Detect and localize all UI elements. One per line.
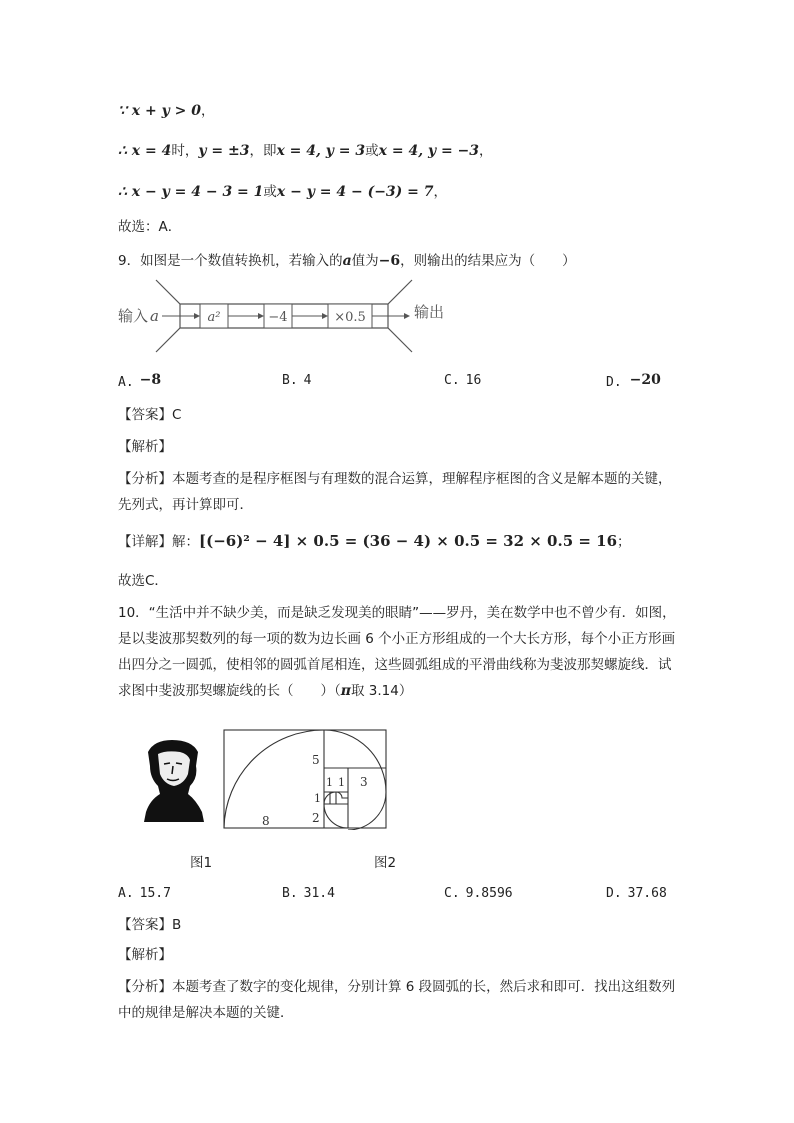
- q9-stem-text: 值为: [351, 253, 379, 269]
- label-1b: 1: [338, 776, 345, 789]
- box-times-half: ×0.5: [334, 310, 366, 325]
- q10-stem: [118, 600, 680, 704]
- q9-answer: 【答案】C: [118, 407, 182, 423]
- math-case-2: x = 4, y = −3: [378, 143, 480, 159]
- q10-stem-end: 取 3.14）: [351, 683, 413, 699]
- q9-var: a: [342, 253, 352, 269]
- punctuation: ，: [433, 184, 448, 200]
- q9-option-c: C. 16: [444, 373, 482, 388]
- q10-option-d: D. 37.68: [606, 886, 667, 901]
- q9-option-a: A. −8: [118, 372, 162, 390]
- choice-line: 故选：A．: [118, 219, 182, 235]
- fig1-caption: 图1: [190, 855, 213, 871]
- q9-analysis-title: 【解析】: [118, 439, 172, 455]
- q10-analysis-title: 【解析】: [118, 947, 172, 963]
- fibonacci-portrait-figure: [140, 738, 206, 824]
- q9-option-b: B. 4: [282, 373, 312, 388]
- input-var: a: [150, 307, 159, 325]
- q9-stem-text: ，则输出的结果应为（ ）: [400, 253, 576, 269]
- q9-stem: [118, 250, 576, 272]
- text-namely: ，即: [249, 143, 277, 159]
- label-5: 5: [312, 753, 320, 767]
- q9-detail: [118, 530, 631, 553]
- math-case-1: x = 4, y = 3: [276, 143, 366, 159]
- math-result-1: ∴ x − y = 4 − 3 = 1: [118, 184, 264, 200]
- label-1a: 1: [326, 776, 333, 789]
- q9-analysis: 【分析】本题考查的是程序框图与有理数的混合运算，理解程序框图的含义是解本题的关键，先列式，再计算即可．: [118, 471, 672, 513]
- solution-line-1: [118, 100, 214, 122]
- q10-option-c: C. 9.8596: [444, 886, 513, 901]
- label-1c: 1: [314, 792, 321, 805]
- q9-detail-label: 【详解】解：: [118, 534, 199, 550]
- q10-answer: 【答案】B: [118, 917, 182, 933]
- math-x-equals-4: ∴ x = 4: [118, 143, 172, 159]
- label-2: 2: [312, 811, 320, 825]
- q10-option-a: A. 15.7: [118, 886, 171, 901]
- text-when: 时，: [171, 143, 199, 159]
- punctuation: ；: [617, 534, 631, 550]
- q10-option-b: B. 31.4: [282, 886, 335, 901]
- input-label: 输入: [118, 307, 149, 325]
- q9-stem-text: 9．如图是一个数值转换机，若输入的: [118, 253, 343, 269]
- q9-value: −6: [378, 253, 401, 269]
- number-converter-diagram: [118, 276, 448, 356]
- q9-choice: 故选C．: [118, 573, 168, 589]
- q10-analysis: 【分析】本题考查了数字的变化规律，分别计算 6 段圆弧的长，然后求和即可．找出这组数列中的规律是解决本题的关键．: [118, 979, 676, 1021]
- box-minus-4: −4: [268, 310, 288, 325]
- q9-option-d: D. −20: [606, 372, 661, 390]
- punctuation: ，: [200, 103, 215, 119]
- box-square: a²: [207, 310, 221, 325]
- fig2-caption: 图2: [374, 855, 397, 871]
- label-3: 3: [360, 775, 368, 789]
- pi-symbol: π: [340, 683, 351, 699]
- q10-stem-text: 10．“生活中并不缺少美，而是缺乏发现美的眼睛”——罗丹，美在数学中也不曾少有．如图，是以斐波那契数列的每一项的数为边长画 6 个小正方形组成的一个大长方形，每个小正方形画出四分之一圆弧，使相邻的圆弧首尾相连，这些圆弧组成的平滑曲线称为斐波那契螺旋线．试求图中斐波那契螺旋线的长（ ）（: [118, 605, 676, 699]
- label-8: 8: [262, 814, 270, 828]
- output-label: 输出: [414, 303, 445, 321]
- math-y-plusminus-3: y = ±3: [198, 143, 250, 159]
- text-or: 或: [263, 184, 277, 200]
- text-or: 或: [365, 143, 379, 159]
- math-result-2: x − y = 4 − (−3) = 7: [276, 184, 434, 200]
- fibonacci-spiral-figure: [222, 728, 388, 830]
- solution-line-2: [118, 140, 493, 162]
- q9-detail-math: [(−6)² − 4] × 0.5 = (36 − 4) × 0.5 = 32 × 0.5 = 16: [199, 532, 618, 550]
- solution-line-3: [118, 181, 447, 203]
- punctuation: ，: [479, 143, 493, 159]
- inequality-expression: ∵ x + y > 0: [118, 103, 201, 119]
